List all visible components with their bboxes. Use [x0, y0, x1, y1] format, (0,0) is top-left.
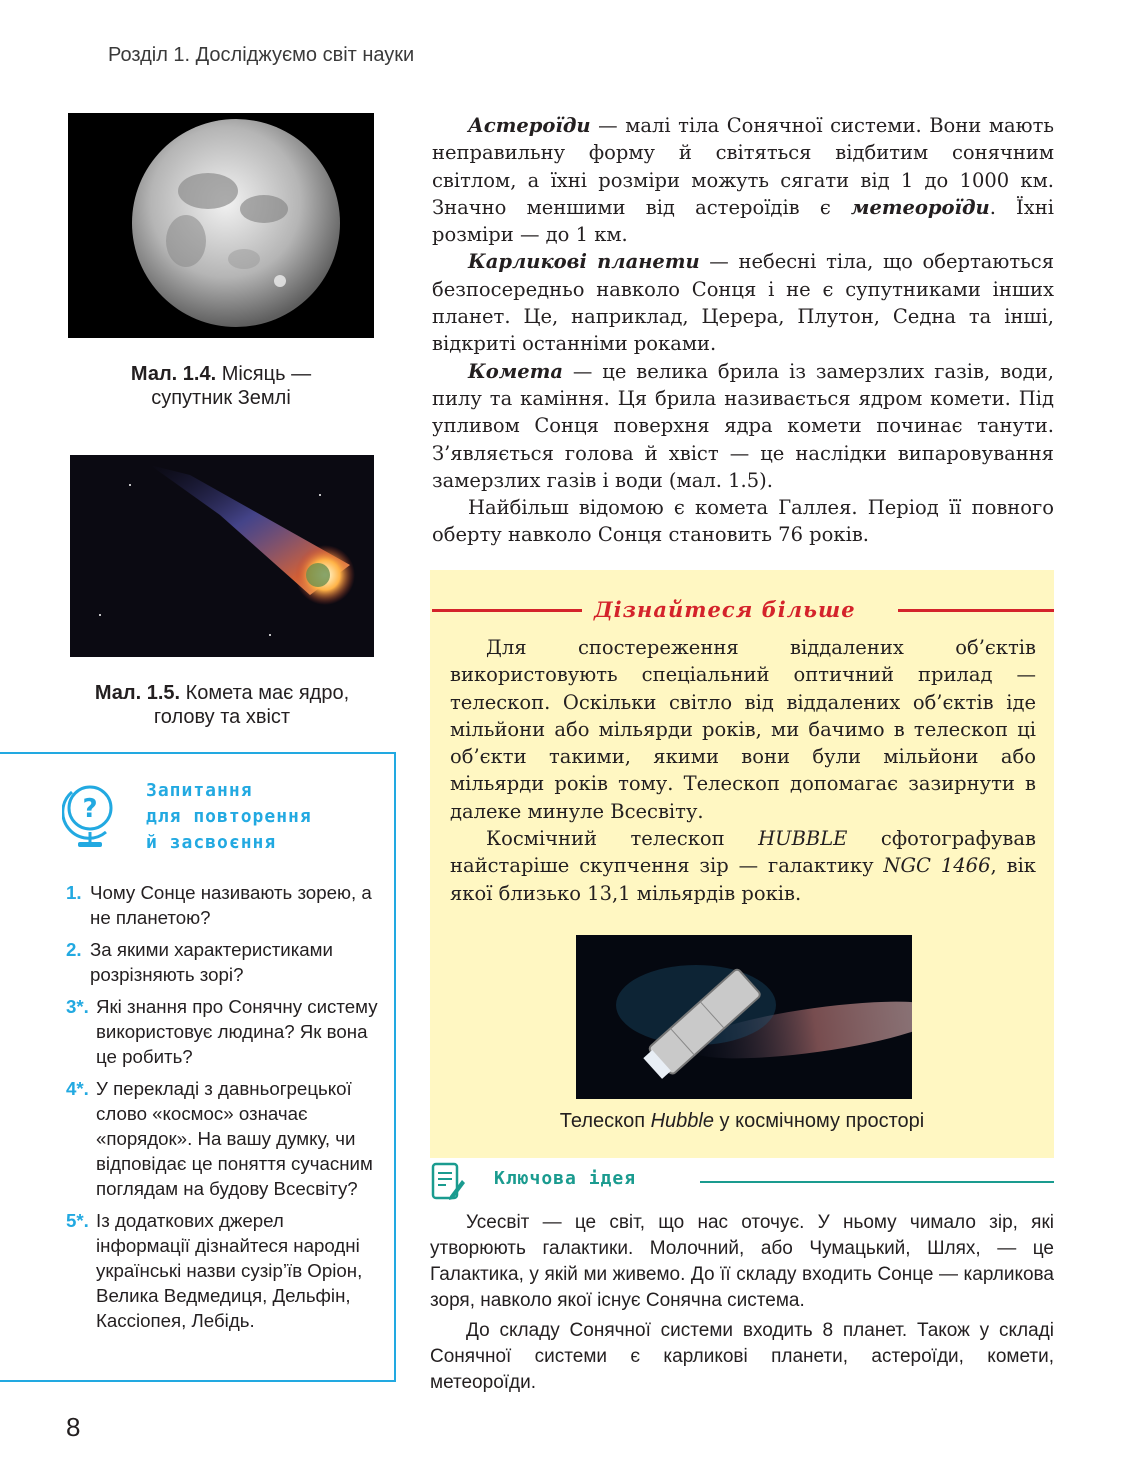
- term-dwarf-planets: Карликові планети: [468, 250, 700, 274]
- ngc-name: NGC 1466: [883, 854, 991, 878]
- learn-more-text: [450, 634, 1036, 907]
- hubble-photo: [576, 935, 912, 1099]
- question-item: [66, 937, 378, 987]
- key-idea-title: Ключова ідея: [494, 1168, 637, 1189]
- asteroids-paragraph: [432, 112, 1054, 248]
- question-text: Із додаткових джерел інформації дізнайтеся народні українські назви сузір’їв Оріон, Велика Ведмедиця, Дельфін, Кассіопея, Лебідь.: [96, 1210, 363, 1331]
- questions-title-line1: Запитання: [146, 780, 253, 801]
- question-number: 2.: [66, 939, 82, 960]
- comet-caption-line1: Комета має ядро,: [180, 682, 350, 704]
- key-idea-paragraph-1: Усесвіт — це світ, що нас оточує. У ньому чимало зір, які утворюють галактики. Молочний, або Чумацький, Шлях, — це Галактика, у якій ми живемо. До її складу входить Сонце — карликова зоря, навколо якої існує Сонячна система.: [430, 1212, 1054, 1311]
- question-number: 5*.: [66, 1210, 89, 1231]
- comet-paragraph: [432, 358, 1054, 494]
- moon-caption-label: Мал. 1.4.: [130, 363, 217, 385]
- dwarf-planets-text: — небесні тіла, що обертаються безпосередньо навколо Сонця і не є супутниками інших планет. Це, наприклад, Церера, Плутон, Седна та інші, відкриті останніми роками.: [432, 250, 1054, 356]
- hubble-caption: [430, 1109, 1054, 1133]
- comet-caption-line2: голову та хвіст: [153, 706, 291, 728]
- hubble-image: [576, 935, 912, 1099]
- question-text: За якими характеристиками розрізняють зорі?: [90, 939, 333, 985]
- question-item: [66, 1208, 378, 1333]
- key-idea-paragraph-2: До складу Сонячної системи входить 8 планет. Також у складі Сонячної системи є карликові планети, астероїди, комети, метеороїди.: [430, 1320, 1054, 1393]
- moon-caption-line1: Місяць —: [216, 363, 312, 385]
- hubble-caption-b: у космічному просторі: [714, 1110, 925, 1132]
- moon-image: [68, 113, 374, 338]
- main-text: [432, 112, 1054, 549]
- svg-text:?: ?: [82, 794, 98, 824]
- question-text: Чому Сонце називають зорею, а не планетою?: [90, 882, 372, 928]
- question-number: 4*.: [66, 1078, 89, 1099]
- question-globe-icon: [62, 780, 122, 850]
- comet-text: — це велика брила із замерзлих газів, води, пилу та каміння. Ця брила називається ядром комети. Під упливом Сонця поверхня ядра комети починає танути. З’являється голова й хвіст — це наслідки випаровування замерзлих газів і води (мал. 1.5).: [432, 359, 1054, 492]
- term-comet: Комета: [468, 359, 563, 383]
- key-idea-line: [700, 1181, 1054, 1183]
- term-asteroids: Астероїди: [468, 114, 591, 137]
- questions-title-line2: для повторення: [146, 806, 312, 827]
- hubble-name: HUBBLE: [758, 827, 848, 851]
- question-text: У перекладі з давньогрецької слово «космос» означає «порядок». На вашу думку, чи відповідає це поняття сучасним поглядам на будову Всесвіту?: [96, 1078, 373, 1199]
- hubble-paragraph: [450, 825, 1036, 907]
- halley-paragraph: Найбільш відомою є комета Галлея. Період її повного оберту навколо Сонця становить 76 років.: [432, 496, 1054, 547]
- questions-title: [146, 778, 312, 856]
- hubble-text-a: Космічний телескоп: [486, 827, 759, 851]
- asteroids-text-a: — малі тіла Сонячної системи. Вони мають неправильну форму й світяться відбитим сонячним світлом, а їхні розміри можуть сягати від 1 до 1000 км. Значно меншими від астероїдів є: [432, 114, 1054, 219]
- question-item: [66, 1076, 378, 1201]
- hubble-caption-name: Hubble: [650, 1110, 714, 1132]
- hubble-text-c: , вік якої близько 13,1 мільярдів років.: [450, 854, 1036, 905]
- learn-more-title: Дізнайтеся більше: [594, 597, 856, 622]
- learn-more-line-right: [898, 609, 1054, 612]
- dwarf-planets-paragraph: [432, 248, 1054, 357]
- comet-image: [70, 455, 374, 657]
- notepad-pencil-icon: [430, 1160, 466, 1202]
- questions-list: [66, 880, 378, 1340]
- hubble-text-b: сфотографував найстаріше скупчення зір — галактику: [450, 827, 1037, 878]
- comet-photo: [70, 455, 374, 657]
- moon-caption: [68, 362, 374, 410]
- question-number: 3*.: [66, 996, 89, 1017]
- key-idea-text: [430, 1210, 1054, 1400]
- question-item: [66, 880, 378, 930]
- moon-caption-line2: супутник Землі: [151, 387, 291, 409]
- comet-caption: [62, 681, 382, 729]
- term-meteoroids: метеороїди: [850, 195, 990, 219]
- questions-title-line3: й засвоєння: [146, 832, 277, 853]
- hubble-caption-a: Телескоп: [559, 1110, 651, 1132]
- question-text: Які знання про Сонячну систему використовує людина? Як вона це робить?: [96, 996, 378, 1067]
- question-item: [66, 994, 378, 1069]
- running-header: Розділ 1. Досліджуємо світ науки: [108, 44, 415, 66]
- asteroids-text-b: . Їхні розміри — до 1 км.: [432, 195, 1054, 247]
- telescope-paragraph: Для спостереження віддалених об’єктів використовують спеціальний оптичний прилад — телескоп. Оскільки світло від віддалених об’єктів іде мільйони або мільярди років, ми бачимо в телескоп ці об’єкти такими, якими вони були мільйони або мільярди років тому. Телескоп допомагає зазирнути в далеке минуле Всесвіту.: [450, 636, 1036, 823]
- comet-caption-label: Мал. 1.5.: [94, 682, 181, 704]
- learn-more-line-left: [432, 609, 582, 612]
- question-number: 1.: [66, 882, 82, 903]
- moon-photo: [68, 113, 374, 338]
- page-number: 8: [66, 1412, 81, 1442]
